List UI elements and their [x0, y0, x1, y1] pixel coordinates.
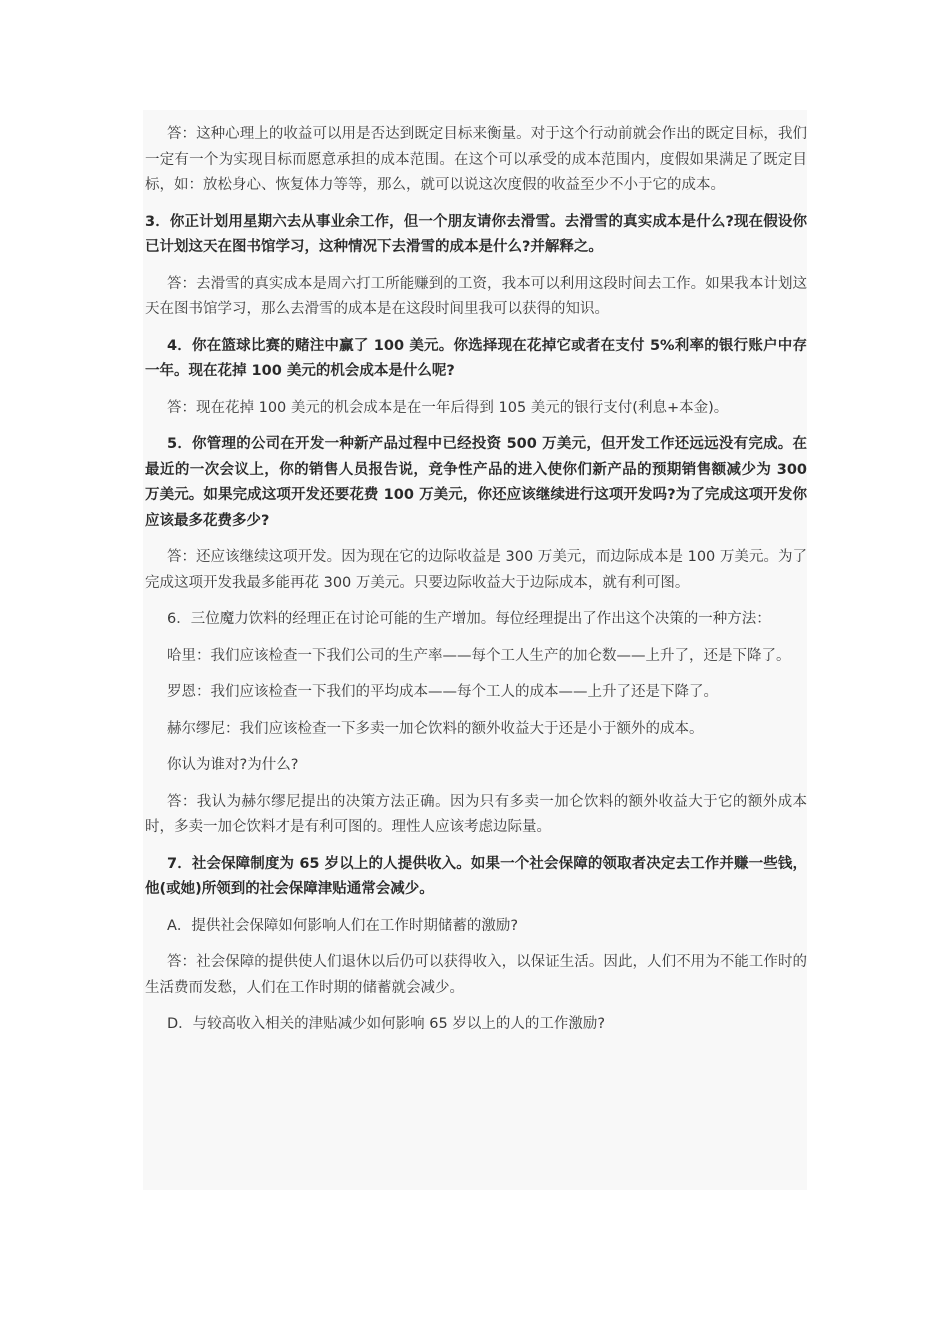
hermione-statement: 赫尔缪尼：我们应该检查一下多卖一加仑饮料的额外收益大于还是小于额外的成本。 [167, 720, 704, 737]
answer-7a: 答：社会保障的提供使人们退休以后仍可以获得收入，以保证生活。因此，人们不用为不能工作时的生活费而发愁，人们在工作时期的储蓄就会减少。 [145, 954, 807, 996]
question-5: 5．你管理的公司在开发一种新产品过程中已经投资 500 万美元，但开发工作还远远没有完成。在最近的一次会议上，你的销售人员报告说，竞争性产品的进入使你们新产品的预期销售额减少为 300 万美元。如果完成这项开发还要花费 100 万美元，你还应该继续进行这项开发吗?为了完成这项开发你应该最多花费多少? [145, 436, 807, 529]
question-6-ask: 你认为谁对?为什么? [167, 757, 299, 773]
question-6: 6．三位魔力饮料的经理正在讨论可能的生产增加。每位经理提出了作出这个决策的一种方法： [167, 611, 771, 627]
answer-4: 答：现在花掉 100 美元的机会成本是在一年后得到 105 美元的银行支付(利息+本金)。 [167, 399, 729, 416]
answer-5: 答：还应该继续这项开发。因为现在它的边际收益是 300 万美元，而边际成本是 100 万美元。为了完成这项开发我最多能再花 300 万美元。只要边际收益大于边际成本，就有利可图。 [145, 549, 807, 591]
ron-statement: 罗恩：我们应该检查一下我们的平均成本——每个工人的成本——上升了还是下降了。 [167, 684, 718, 700]
question-7a: A．提供社会保障如何影响人们在工作时期储蓄的激励? [167, 917, 519, 934]
question-7d: D．与较高收入相关的津贴减少如何影响 65 岁以上的人的工作激励? [167, 1016, 606, 1032]
question-3: 3．你正计划用星期六去从事业余工作，但一个朋友请你去滑雪。去滑雪的真实成本是什么?现在假设你已计划这天在图书馆学习，这种情况下去滑雪的成本是什么?并解释之。 [145, 213, 807, 255]
answer-2: 答：这种心理上的收益可以用是否达到既定目标来衡量。对于这个行动前就会作出的既定目标，我们一定有一个为实现目标而愿意承担的成本范围。在这个可以承受的成本范围内，度假如果满足了既定目标，如：放松身心、恢复体力等等，那么，就可以说这次度假的收益至少不小于它的成本。 [145, 126, 807, 193]
question-4: 4．你在篮球比赛的赌注中赢了 100 美元。你选择现在花掉它或者在支付 5%利率的银行账户中存一年。现在花掉 100 美元的机会成本是什么呢? [145, 337, 807, 379]
harry-statement: 哈里：我们应该检查一下我们公司的生产率——每个工人生产的加仑数——上升了，还是下降了。 [167, 647, 791, 664]
question-7: 7．社会保障制度为 65 岁以上的人提供收入。如果一个社会保障的领取者决定去工作并赚一些钱，他(或她)所领到的社会保障津贴通常会减少。 [145, 855, 807, 897]
document-body [145, 122, 807, 1049]
answer-6: 答：我认为赫尔缪尼提出的决策方法正确。因为只有多卖一加仑饮料的额外收益大于它的额外成本时，多卖一加仑饮料才是有利可图的。理性人应该考虑边际量。 [145, 793, 807, 835]
answer-3: 答：去滑雪的真实成本是周六打工所能赚到的工资，我本可以利用这段时间去工作。如果我本计划这天在图书馆学习，那么去滑雪的成本是在这段时间里我可以获得的知识。 [145, 275, 807, 317]
